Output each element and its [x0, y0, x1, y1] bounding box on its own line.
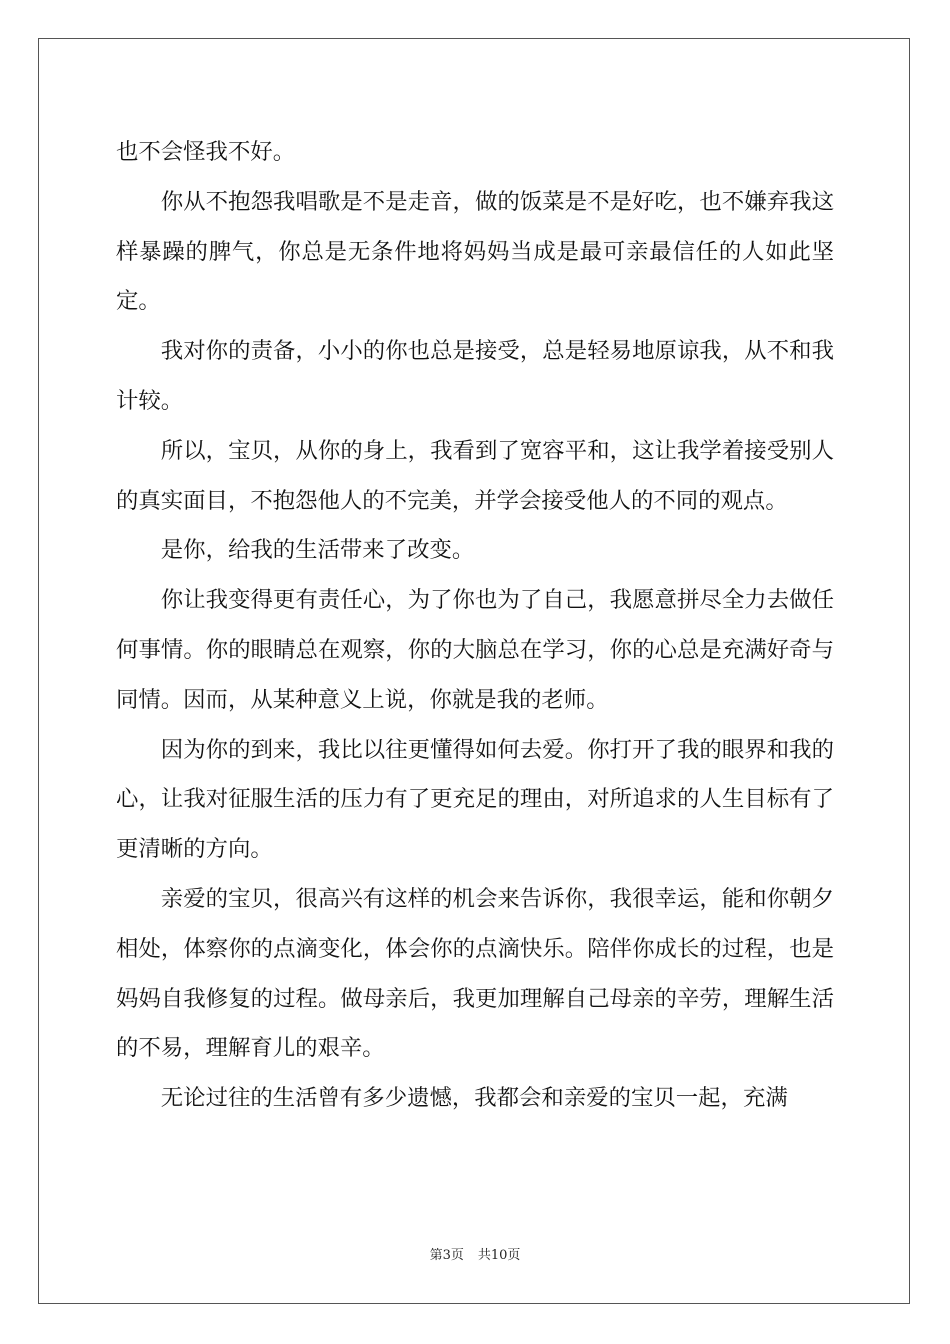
paragraph-3: 我对你的责备，小小的你也总是接受，总是轻易地原谅我，从不和我计较。: [116, 338, 834, 414]
paragraph-9: 无论过往的生活曾有多少遗憾，我都会和亲爱的宝贝一起，充满: [160, 1085, 788, 1112]
paragraph-4: 所以，宝贝，从你的身上，我看到了宽容平和，这让我学着接受别人的真实面目，不抱怨他人的不完美，并学会接受他人的不同的观点。: [116, 437, 834, 514]
document-body: [116, 128, 834, 1124]
paragraph-8: 亲爱的宝贝，很高兴有这样的机会来告诉你，我很幸运，能和你朝夕相处，体察你的点滴变化，体会你的点滴快乐。陪伴你成长的过程，也是妈妈自我修复的过程。做母亲后，我更加理解自己母亲的辛劳，理解生活的不易，理解育儿的艰辛。: [116, 885, 834, 1062]
paragraph-6: 你让我变得更有责任心，为了你也为了自己，我愿意拼尽全力去做任何事情。你的眼睛总在观察，你的大脑总在学习，你的心总是充满好奇与同情。因而，从某种意义上说，你就是我的老师。: [116, 587, 834, 713]
page-number: 第3页: [429, 1248, 464, 1263]
paragraph-7: 因为你的到来，我比以往更懂得如何去爱。你打开了我的眼界和我的心，让我对征服生活的压力有了更充足的理由，对所追求的人生目标有了更清晰的方向。: [116, 736, 834, 863]
paragraph-5: 是你，给我的生活带来了改变。: [160, 537, 475, 564]
page-footer: [0, 1246, 950, 1266]
page-total: 共10页: [477, 1248, 521, 1263]
paragraph-2: 你从不抱怨我唱歌是不是走音，做的饭菜是不是好吃，也不嫌弃我这样暴躁的脾气，你总是无条件地将妈妈当成是最可亲最信任的人如此坚定。: [116, 188, 834, 315]
paragraph-1: 也不会怪我不好。: [116, 139, 296, 165]
